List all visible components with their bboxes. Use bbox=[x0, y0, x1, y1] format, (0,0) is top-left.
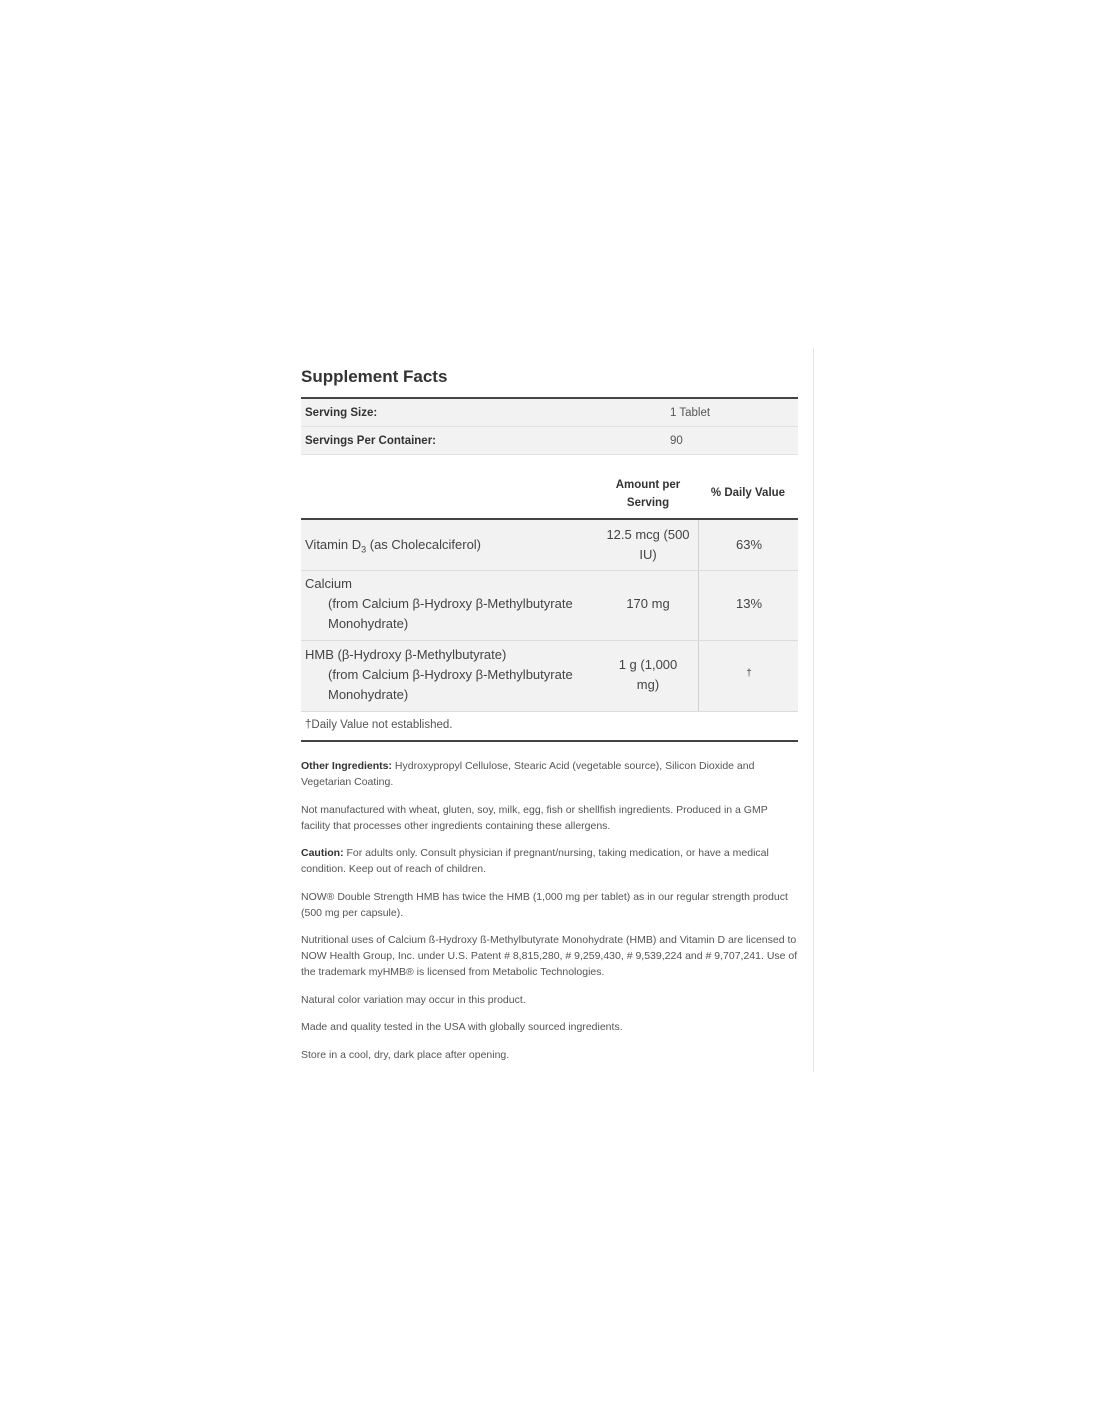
servings-per-container-value: 90 bbox=[670, 434, 683, 447]
servings-per-container-label: Servings Per Container: bbox=[305, 434, 437, 447]
serving-size-value: 1 Tablet bbox=[670, 406, 711, 419]
nutrient-row-calcium bbox=[301, 571, 798, 641]
nutrient-name-main: HMB (β-Hydroxy β-Methylbutyrate) bbox=[305, 647, 507, 662]
nutrient-name-subscript: 3 bbox=[361, 544, 367, 555]
nutrient-name-main: Calcium bbox=[305, 576, 352, 591]
storage-note: Store in a cool, dry, dark place after opening. bbox=[301, 1048, 510, 1061]
caution-note bbox=[301, 845, 798, 877]
other-ingredients-label: Other Ingredients: bbox=[301, 760, 393, 772]
nutrient-source-line1: (from Calcium β-Hydroxy β-Methylbutyrate bbox=[328, 596, 573, 611]
patent-note: Nutritional uses of Calcium ß-Hydroxy ß-Methylbutyrate Monohydrate (HMB) and Vitamin D are licensed to NOW Health Group, Inc. under U.S. Patent # 8,815,280, # 9,259,430, # 9,539,224 and # 9,707,241. Use of the trademark myHMB® is licensed from Metabolic Technologies. bbox=[301, 934, 798, 978]
strength-note: NOW® Double Strength HMB has twice the HMB (1,000 mg per tablet) as in our regular strength product (500 mg per capsule). bbox=[301, 890, 788, 919]
serving-table bbox=[301, 397, 798, 455]
nutrient-amount-line2: IU) bbox=[639, 547, 657, 562]
nutrient-name-main: Vitamin D bbox=[305, 537, 362, 552]
nutrient-dv-cell bbox=[698, 520, 799, 570]
nutrient-column-header bbox=[301, 476, 798, 520]
caution-label: Caution: bbox=[301, 847, 344, 859]
serving-size-row bbox=[301, 399, 798, 427]
nutrient-name bbox=[305, 535, 595, 560]
label-notes bbox=[301, 758, 798, 1074]
nutrient-dv: † bbox=[746, 668, 752, 679]
amount-header-line2: Serving bbox=[626, 497, 670, 509]
nutrient-source-line2: Monohydrate) bbox=[328, 687, 409, 702]
made-note: Made and quality tested in the USA with globally sourced ingredients. bbox=[301, 1021, 623, 1033]
caution-text: For adults only. Consult physician if pregnant/nursing, taking medication, or have a medical condition. Keep out of reach of children. bbox=[301, 847, 769, 875]
daily-value-header: % Daily Value bbox=[710, 487, 786, 499]
daily-value-footnote bbox=[301, 712, 798, 742]
nutrient-amount-line1: 1 g (1,000 bbox=[618, 657, 678, 672]
nutrient-row-hmb bbox=[301, 641, 798, 712]
nutrient-amount-line2: mg) bbox=[636, 677, 660, 692]
nutrient-name-rest: (as Cholecalciferol) bbox=[366, 537, 482, 552]
serving-size-label: Serving Size: bbox=[305, 406, 378, 419]
footnote-text: †Daily Value not established. bbox=[305, 719, 453, 731]
color-note: Natural color variation may occur in this product. bbox=[301, 993, 526, 1006]
nutrient-dv-cell bbox=[698, 641, 799, 711]
divider-line bbox=[813, 348, 814, 1072]
nutrient-name bbox=[305, 645, 595, 705]
nutrient-source-line1: (from Calcium β-Hydroxy β-Methylbutyrate bbox=[328, 667, 573, 682]
nutrient-amount: 170 mg bbox=[626, 596, 670, 611]
nutrient-dv: 63% bbox=[735, 537, 763, 552]
nutrient-source-line2: Monohydrate) bbox=[328, 616, 409, 631]
servings-per-container-row bbox=[301, 427, 798, 455]
nutrient-amount bbox=[598, 525, 698, 565]
nutrient-amount-line1: 12.5 mcg (500 bbox=[606, 527, 690, 542]
allergen-note: Not manufactured with wheat, gluten, soy, milk, egg, fish or shellfish ingredients. Produced in a GMP facility that processes other ingredients containing these allergens. bbox=[301, 803, 768, 832]
other-ingredients-text: Hydroxypropyl Cellulose, Stearic Acid (vegetable source), Silicon Dioxide and Vegetarian Coating. bbox=[301, 760, 755, 788]
other-ingredients bbox=[301, 758, 798, 790]
nutrient-name bbox=[305, 574, 595, 634]
nutrient-dv: 13% bbox=[735, 596, 763, 611]
nutrient-row-vitamin-d3 bbox=[301, 520, 798, 571]
page-title: Supplement Facts bbox=[301, 367, 448, 386]
amount-header-line1: Amount per bbox=[615, 479, 681, 491]
amount-per-serving-header bbox=[598, 476, 698, 512]
nutrient-dv-cell bbox=[698, 571, 799, 640]
nutrient-amount bbox=[598, 655, 698, 695]
